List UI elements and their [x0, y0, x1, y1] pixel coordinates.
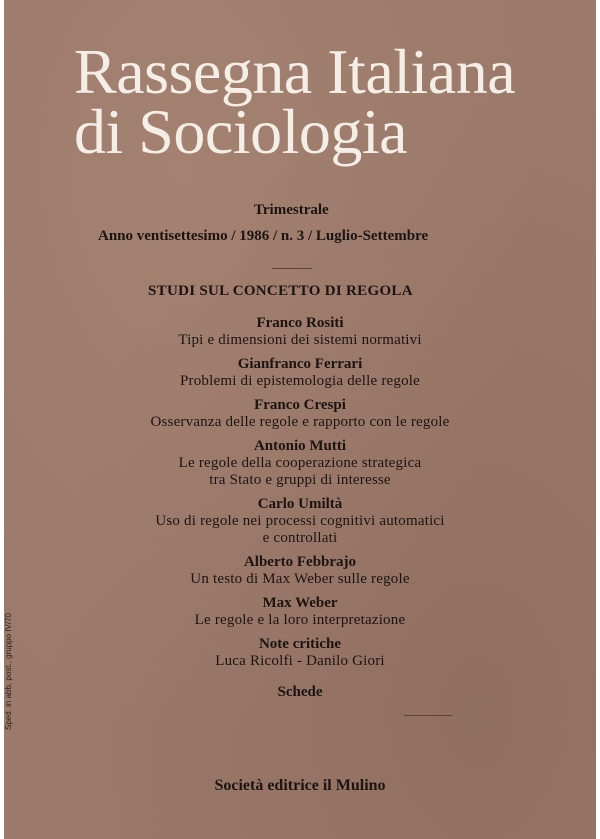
contents-entry	[4, 396, 596, 431]
postal-note: Sped. in abb. post., gruppo IV/70	[4, 613, 13, 730]
contents-entry	[4, 355, 596, 390]
divider-line	[272, 268, 312, 269]
entry-author: Max Weber	[262, 595, 338, 611]
entry-author: Gianfranco Ferrari	[237, 356, 363, 372]
journal-cover	[4, 0, 596, 839]
journal-title	[74, 36, 516, 167]
contents-entry	[4, 495, 596, 547]
schede-label: Schede	[277, 684, 323, 700]
entry-title: Le regole della cooperazione strategica tra Stato e gruppi di interesse	[178, 455, 422, 488]
entry-author: Franco Crespi	[254, 397, 346, 413]
journal-title-line-2: di Sociologia	[74, 96, 408, 167]
contents-entry	[4, 635, 596, 670]
entry-title: Problemi di epistemologia delle regole	[179, 373, 421, 389]
issue-info: Anno ventisettesimo / 1986 / n. 3 / Luglio-Settembre	[98, 228, 429, 244]
entry-author: Alberto Febbrajo	[243, 554, 357, 570]
entry-title: Uso di regole nei processi cognitivi automatici e controllati	[155, 513, 445, 546]
contents-entry	[4, 594, 596, 629]
entry-title: Un testo di Max Weber sulle regole	[190, 571, 410, 587]
entry-title: Osservanza delle regole e rapporto con le regole	[150, 414, 450, 430]
journal-title-line-1: Rassegna Italiana	[74, 36, 516, 107]
frequency-label: Trimestrale	[254, 202, 329, 218]
issue-theme: STUDI SUL CONCETTO DI REGOLA	[148, 283, 413, 299]
entry-author: Franco Rositi	[256, 315, 344, 331]
entry-author: Antonio Mutti	[253, 438, 347, 454]
entry-title: Le regole e la loro interpretazione	[194, 612, 406, 628]
contents-entry	[4, 437, 596, 489]
entry-author: Carlo Umiltà	[257, 496, 343, 512]
table-of-contents	[4, 314, 596, 701]
contents-entry	[4, 553, 596, 588]
entry-title: Luca Ricolfi - Danilo Giori	[215, 653, 385, 669]
publisher-name: Società editrice il Mulino	[214, 777, 386, 794]
divider-line	[404, 715, 452, 716]
entry-author: Note critiche	[258, 636, 342, 652]
entry-title: Tipi e dimensioni dei sistemi normativi	[178, 332, 422, 348]
contents-entry	[4, 314, 596, 349]
